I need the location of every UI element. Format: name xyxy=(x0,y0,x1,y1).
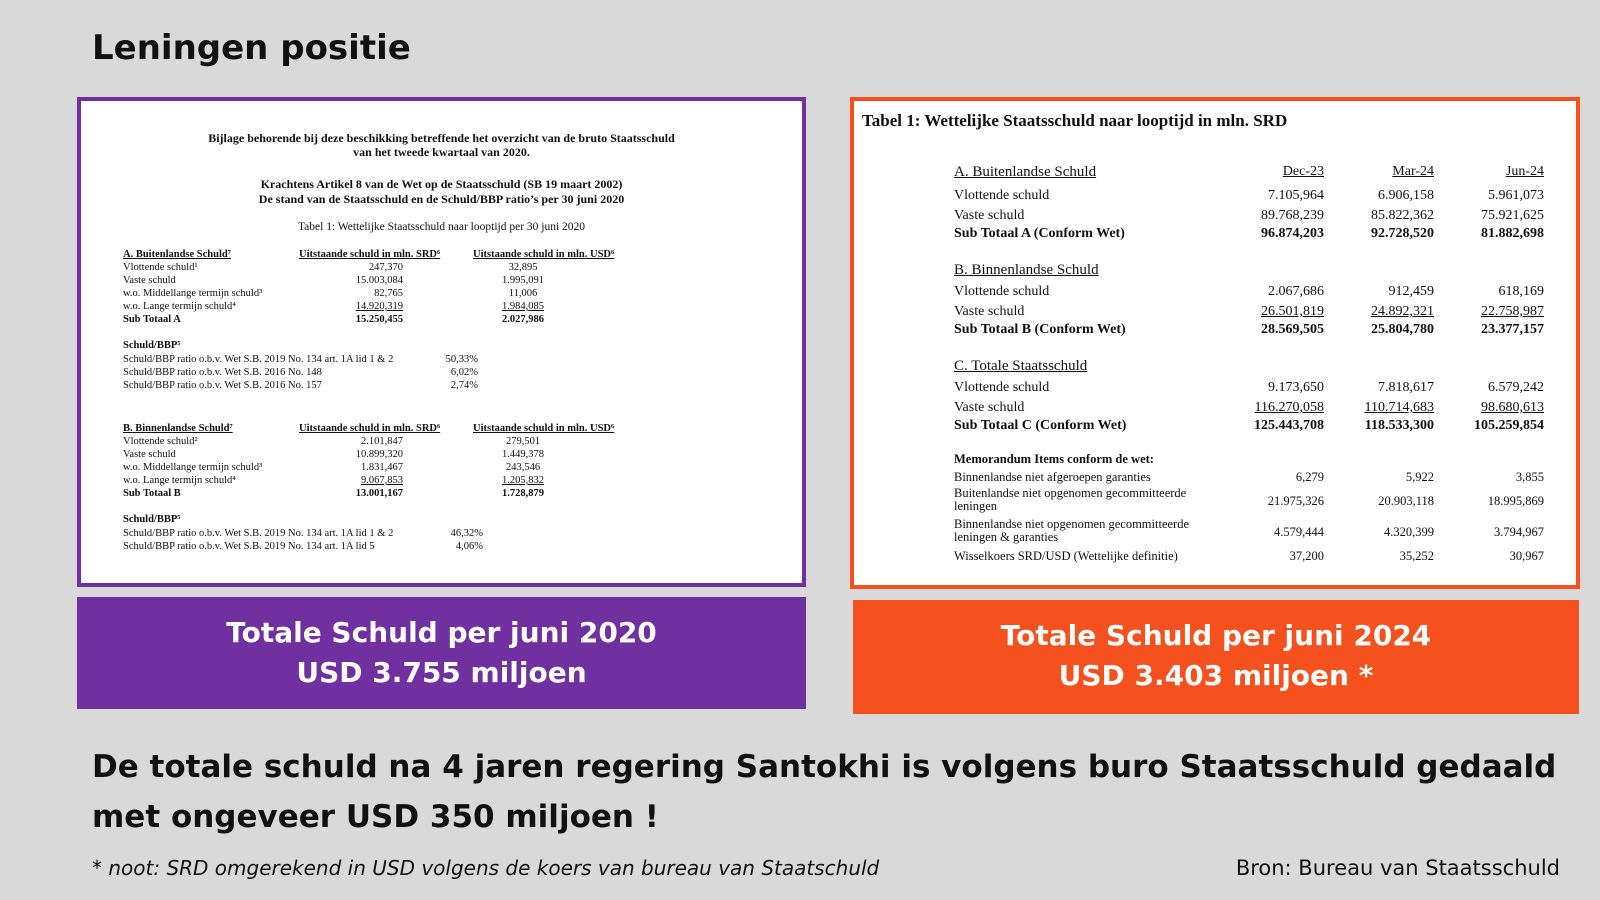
memo-row xyxy=(954,549,1554,567)
row-label: Vaste schuld xyxy=(123,275,176,286)
banner-line1: Totale Schuld per juni 2020 xyxy=(226,616,657,649)
row-value: 22.758,987 xyxy=(1481,304,1544,319)
period-header: Mar-24 xyxy=(1392,164,1434,179)
subtotal-label: Sub Totaal A xyxy=(123,314,181,325)
ratio-row xyxy=(123,528,763,541)
memo-value: 18.995,869 xyxy=(1487,494,1544,508)
conclusion-text: De totale schuld na 4 jaren regering Santokhi is volgens buro Staatsschuld gedaald met ongeveer USD 350 miljoen ! xyxy=(92,749,1557,835)
ratio-value: 6,02% xyxy=(450,367,478,378)
row-srd: 10.899,320 xyxy=(355,449,403,460)
row-label: Vaste schuld xyxy=(954,208,1025,223)
subtotal-value: 23.377,157 xyxy=(1481,322,1544,337)
row-label: w.o. Lange termijn schuld⁴ xyxy=(123,475,236,486)
subtotal-label: Sub Totaal C (Conform Wet) xyxy=(954,418,1127,433)
row-value: 110.714,683 xyxy=(1364,400,1434,415)
subtotal-usd: 2.027,986 xyxy=(502,314,544,325)
subtotal-value: 25.804,780 xyxy=(1371,322,1434,337)
source-credit: Bron: Bureau van Staatsschuld xyxy=(1235,856,1560,880)
row-usd: 279,501 xyxy=(505,436,541,447)
memo-label: Binnenlandse niet opgenomen gecommitteerde leningen & garanties xyxy=(954,517,1189,544)
row-usd: 1.995,091 xyxy=(502,275,544,286)
ratio-value: 4,06% xyxy=(455,541,483,552)
ratio-label: Schuld/BBP ratio o.b.v. Wet S.B. 2016 No. 148 xyxy=(123,367,322,378)
subtotal-row xyxy=(954,226,1554,244)
document-2024 xyxy=(854,101,1576,585)
row-label: w.o. Middellange termijn schuld³ xyxy=(123,462,263,473)
memo-value: 5,922 xyxy=(1405,470,1434,484)
ratio-value: 50,33% xyxy=(445,354,478,365)
ratio-row xyxy=(123,380,763,393)
document-2024-panel xyxy=(850,97,1580,589)
table-row xyxy=(123,475,763,488)
row-value: 85.822,362 xyxy=(1371,208,1434,223)
sec-a-title: A. Buitenlandse Schuld⁷ xyxy=(123,249,231,260)
document-2020 xyxy=(81,101,802,583)
memo-label: Binnenlandse niet afgeroepen garanties xyxy=(954,470,1151,484)
sec-b-title: B. Binnenlandse Schuld xyxy=(954,262,1099,278)
banner-line2: USD 3.403 miljoen * xyxy=(1058,659,1374,692)
memo-value: 4.579,444 xyxy=(1274,525,1324,539)
table-row xyxy=(123,449,763,462)
table-row xyxy=(123,262,763,275)
row-value: 618,169 xyxy=(1498,284,1544,299)
subtotal-value: 125.443,708 xyxy=(1254,418,1324,433)
banner-line2: USD 3.755 miljoen xyxy=(296,656,587,689)
row-usd: 1.984,085 xyxy=(502,301,544,312)
row-value: 7.105,964 xyxy=(1268,188,1324,203)
sec-b-header-row xyxy=(954,262,1554,280)
sec-b-title: B. Binnenlandse Schuld⁷ xyxy=(123,423,233,434)
ratio-row xyxy=(123,541,763,554)
doc-intro-line3: Krachtens Artikel 8 van de Wet op de Staatsschuld (SB 19 maart 2002) xyxy=(260,177,623,191)
memo-value: 35,252 xyxy=(1399,549,1434,563)
row-value: 5.961,073 xyxy=(1488,188,1544,203)
subtotal-value: 105.259,854 xyxy=(1474,418,1544,433)
ratio-row xyxy=(123,367,763,380)
memo-value: 4.320,399 xyxy=(1384,525,1434,539)
row-value: 26.501,819 xyxy=(1261,304,1324,319)
ratio-row xyxy=(123,354,763,367)
slide-title: Leningen positie xyxy=(92,28,411,68)
row-value: 116.270,058 xyxy=(1254,400,1324,415)
table-row xyxy=(123,301,763,314)
banner-line1: Totale Schuld per juni 2024 xyxy=(1000,619,1432,652)
row-value: 9.173,650 xyxy=(1268,380,1324,395)
memo-row xyxy=(954,518,1554,548)
row-usd: 32,895 xyxy=(508,262,538,273)
table-row xyxy=(954,284,1554,302)
row-value: 24.892,321 xyxy=(1371,304,1434,319)
memo-value: 3.794,967 xyxy=(1494,525,1544,539)
row-value: 6.906,158 xyxy=(1378,188,1434,203)
memo-value: 3,855 xyxy=(1515,470,1544,484)
doc-table-title: Tabel 1: Wettelijke Staatsschuld naar looptijd per 30 juni 2020 xyxy=(297,221,586,233)
row-label: Vaste schuld xyxy=(954,304,1025,319)
row-srd: 1.831,467 xyxy=(361,462,403,473)
row-srd: 15.003,084 xyxy=(355,275,403,286)
row-label: Vlottende schuld¹ xyxy=(123,262,198,273)
memo-row xyxy=(954,487,1554,517)
row-usd: 11,006 xyxy=(508,288,538,299)
memo-label: Buitenlandse niet opgenomen gecommitteerde leningen xyxy=(954,486,1187,513)
table-row xyxy=(123,275,763,288)
row-label: Vlottende schuld xyxy=(954,284,1050,299)
doc-intro-line1: Bijlage behorende bij deze beschikking betreffende het overzicht van de bruto Staatsschuld xyxy=(208,131,675,145)
row-srd: 14.920,319 xyxy=(355,301,403,312)
document-2020-panel xyxy=(77,97,806,587)
table-row xyxy=(954,400,1554,418)
table-row xyxy=(954,188,1554,206)
sec-a-header-row xyxy=(123,249,763,262)
col-usd-header: Uitstaande schuld in mln. USD⁶ xyxy=(473,249,615,260)
subtotal-row xyxy=(123,314,763,327)
row-srd: 247,370 xyxy=(368,262,403,273)
sec-a-title: A. Buitenlandse Schuld xyxy=(954,164,1097,180)
row-usd: 1.205,832 xyxy=(502,475,544,486)
subtotal-srd: 13.001,167 xyxy=(355,488,403,499)
row-srd: 2.101,847 xyxy=(361,436,403,447)
ratio-value: 46,32% xyxy=(450,528,483,539)
doc-table-title: Tabel 1: Wettelijke Staatsschuld naar looptijd in mln. SRD xyxy=(862,111,1288,130)
sec-b-header-row xyxy=(123,423,763,436)
ratio-label: Schuld/BBP ratio o.b.v. Wet S.B. 2016 No. 157 xyxy=(123,380,322,391)
row-value: 2.067,686 xyxy=(1268,284,1324,299)
row-srd: 82,765 xyxy=(374,288,403,299)
col-srd-header: Uitstaande schuld in mln. SRD⁶ xyxy=(299,423,441,434)
row-usd: 1.449,378 xyxy=(502,449,544,460)
row-label: w.o. Lange termijn schuld⁴ xyxy=(123,301,236,312)
total-debt-2024-banner xyxy=(853,600,1579,714)
ratio-value: 2,74% xyxy=(450,380,478,391)
period-header: Jun-24 xyxy=(1505,164,1544,179)
table-row xyxy=(123,462,763,475)
sec-a-header-row xyxy=(954,164,1554,182)
subtotal-row xyxy=(954,322,1554,340)
subtotal-row xyxy=(123,488,763,501)
row-label: Vlottende schuld xyxy=(954,380,1050,395)
subtotal-label: Sub Totaal B xyxy=(123,488,181,499)
row-usd: 243,546 xyxy=(505,462,541,473)
row-label: Vlottende schuld² xyxy=(123,436,198,447)
ratio-b-title xyxy=(123,514,763,527)
subtotal-srd: 15.250,455 xyxy=(355,314,403,325)
ratio-label: Schuld/BBP ratio o.b.v. Wet S.B. 2019 No. 134 art. 1A lid 1 & 2 xyxy=(123,528,394,539)
period-header: Dec-23 xyxy=(1282,164,1324,179)
row-value: 75.921,625 xyxy=(1481,208,1544,223)
row-value: 98.680,613 xyxy=(1481,400,1544,415)
ratio-title: Schuld/BBP⁵ xyxy=(123,514,181,525)
memo-label: Wisselkoers SRD/USD (Wettelijke definitie) xyxy=(954,549,1178,563)
subtotal-usd: 1.728,879 xyxy=(502,488,544,499)
subtotal-value: 118.533,300 xyxy=(1364,418,1434,433)
col-usd-header: Uitstaande schuld in mln. USD⁶ xyxy=(473,423,615,434)
footnote: * noot: SRD omgerekend in USD volgens de koers van bureau van Staatschuld xyxy=(92,856,880,880)
ratio-a-title xyxy=(123,340,763,353)
table-row xyxy=(954,380,1554,398)
memo-value: 20.903,118 xyxy=(1378,494,1434,508)
memo-value: 37,200 xyxy=(1289,549,1324,563)
table-row xyxy=(123,436,763,449)
ratio-label: Schuld/BBP ratio o.b.v. Wet S.B. 2019 No. 134 art. 1A lid 1 & 2 xyxy=(123,354,394,365)
row-srd: 9.067,853 xyxy=(361,475,403,486)
total-debt-2020-banner xyxy=(77,597,806,709)
table-row xyxy=(954,304,1554,322)
memo-title: Memorandum Items conform de wet: xyxy=(954,452,1154,466)
row-label: Vaste schuld xyxy=(954,400,1025,415)
memo-value: 21.975,326 xyxy=(1267,494,1324,508)
ratio-label: Schuld/BBP ratio o.b.v. Wet S.B. 2019 No. 134 art. 1A lid 5 xyxy=(123,541,375,552)
doc-intro-line4: De stand van de Staatsschuld en de Schuld/BBP ratio’s per 30 juni 2020 xyxy=(258,192,625,206)
ratio-title: Schuld/BBP⁵ xyxy=(123,340,181,351)
row-value: 912,459 xyxy=(1388,284,1434,299)
subtotal-row xyxy=(954,418,1554,436)
subtotal-label: Sub Totaal B (Conform Wet) xyxy=(954,322,1126,337)
row-value: 6.579,242 xyxy=(1488,380,1544,395)
table-row xyxy=(954,208,1554,226)
row-value: 89.768,239 xyxy=(1261,208,1324,223)
sec-c-header-row xyxy=(954,358,1554,376)
row-label: Vaste schuld xyxy=(123,449,176,460)
col-srd-header: Uitstaande schuld in mln. SRD⁶ xyxy=(299,249,441,260)
row-label: w.o. Middellange termijn schuld³ xyxy=(123,288,263,299)
subtotal-value: 96.874,203 xyxy=(1261,226,1324,241)
doc-intro-line2: van het tweede kwartaal van 2020. xyxy=(353,145,530,159)
subtotal-value: 81.882,698 xyxy=(1481,226,1544,241)
memo-value: 6,279 xyxy=(1295,470,1324,484)
table-row xyxy=(123,288,763,301)
row-label: Vlottende schuld xyxy=(954,188,1050,203)
sec-c-title: C. Totale Staatsschuld xyxy=(954,358,1088,374)
memo-title-row xyxy=(954,452,1554,470)
memo-value: 30,967 xyxy=(1509,549,1544,563)
subtotal-value: 92.728,520 xyxy=(1371,226,1434,241)
row-value: 7.818,617 xyxy=(1378,380,1434,395)
subtotal-label: Sub Totaal A (Conform Wet) xyxy=(954,226,1125,241)
subtotal-value: 28.569,505 xyxy=(1261,322,1324,337)
